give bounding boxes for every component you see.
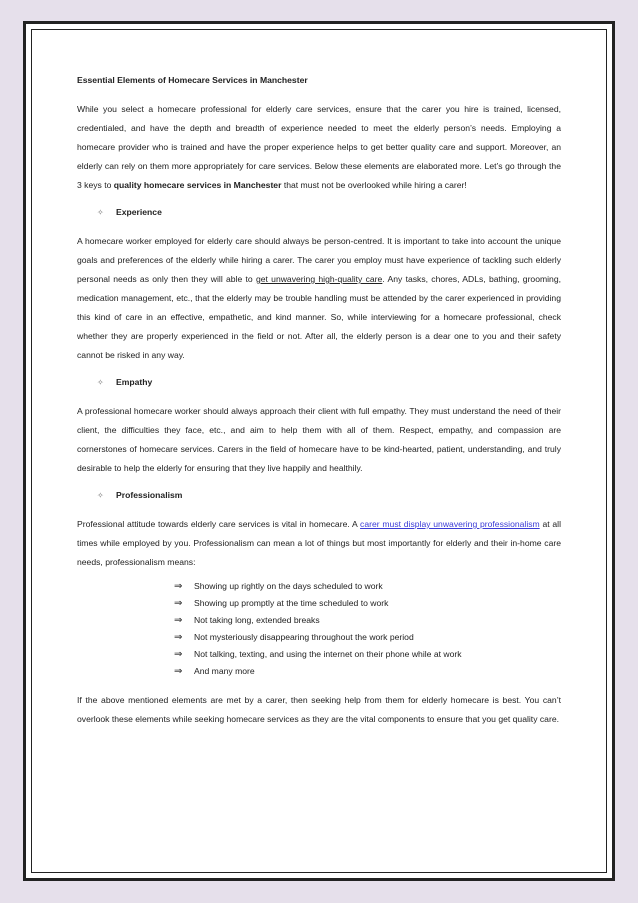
section-heading-experience	[97, 206, 561, 219]
arrow-icon: ⇒	[174, 632, 183, 643]
section-heading-label: Professionalism	[116, 490, 183, 500]
star-bullet-icon: ✧	[97, 208, 104, 217]
professionalism-paragraph	[77, 515, 561, 572]
arrow-icon: ⇒	[174, 615, 183, 626]
section-heading-empathy	[97, 376, 561, 389]
document-title: Essential Elements of Homecare Services in Manchester	[77, 75, 308, 85]
star-bullet-icon: ✧	[97, 491, 104, 500]
list-item-text: Showing up promptly at the time scheduled to work	[194, 598, 389, 608]
list-item	[174, 595, 561, 612]
experience-text-end: . Any tasks, chores, ADLs, bathing, grooming, medication management, etc., that the elderly may be trouble handling must be attended by the carer experienced in providing this kind of care in an effective, empathetic, and kind manner. So, while interviewing for a homecare professional, check whether they are properly experienced in the field or not. After all, the elderly person is a dear one to you and their safety cannot be risked in any way.	[77, 274, 562, 360]
section-heading-professionalism	[97, 489, 561, 502]
list-item	[174, 612, 561, 629]
intro-text: While you select a homecare professional for elderly care services, ensure that the carer you hire is trained, licensed, credentialed, and have the depth and breadth of experience needed to meet the elderly person’s needs. Employing a homecare provider who is trained and have the proper experience helps to get better quality care and support. Moreover, an elderly can rely on them more appropriately for care services. Below these elements are elaborated more. Let’s go through the 3 keys to	[77, 104, 561, 190]
arrow-icon: ⇒	[174, 598, 183, 609]
list-item-text: Not taking long, extended breaks	[194, 615, 320, 625]
section-heading-label: Empathy	[116, 377, 153, 387]
list-item-text: Showing up rightly on the days scheduled to work	[194, 581, 383, 591]
arrow-icon: ⇒	[174, 581, 183, 592]
list-item	[174, 578, 561, 595]
list-item-text: Not mysteriously disappearing throughout the work period	[194, 632, 414, 642]
intro-paragraph	[77, 100, 561, 195]
star-bullet-icon: ✧	[97, 378, 104, 387]
conclusion-paragraph: If the above mentioned elements are met by a carer, then seeking help from them for elderly homecare is best. You can’t overlook these elements while seeking homecare services as they are the vital components to ensure that you get quality care.	[77, 695, 561, 724]
empathy-paragraph: A professional homecare worker should always approach their client with full empathy. They must understand the need of their client, the difficulties they face, etc., and aim to help them with all of them. Respect, empathy, and compassion are cornerstones of homecare services. Carers in the field of homecare have to be kind-hearted, patient, understanding, and truly desirable to help the elderly for ensuring that they live happily and healthily.	[77, 406, 561, 473]
list-item-text: Not talking, texting, and using the internet on their phone while at work	[194, 649, 462, 659]
professionalism-text: Professional attitude towards elderly care services is vital in homecare. A	[77, 519, 361, 529]
list-item	[174, 646, 561, 663]
list-item	[174, 629, 561, 646]
arrow-icon: ⇒	[174, 666, 183, 677]
experience-paragraph	[77, 232, 561, 365]
high-quality-care-link[interactable]: get unwavering high-quality care	[255, 274, 383, 284]
professionalism-link[interactable]: carer must display unwavering professionalism	[360, 519, 540, 529]
experience-text: A homecare worker employed for elderly care should always be person-centred. It is important to take into account the unique goals and preferences of the elderly while hiring a carer. The carer you employ must have experience of tackling such elderly personal needs as only then they will able to	[77, 236, 561, 284]
professionalism-text-end: at all times while employed by you. Professionalism can mean a lot of things but most importantly for elderly and their in-home care needs, professionalism means:	[77, 519, 561, 567]
quality-homecare-link[interactable]: quality homecare services in Manchester	[113, 180, 282, 190]
document-body	[77, 70, 561, 729]
professionalism-list	[174, 578, 561, 680]
arrow-icon: ⇒	[174, 649, 183, 660]
intro-text-end: that must not be overlooked while hiring a carer!	[281, 180, 467, 190]
list-item-text: And many more	[194, 666, 255, 676]
section-heading-label: Experience	[116, 207, 162, 217]
list-item	[174, 663, 561, 680]
